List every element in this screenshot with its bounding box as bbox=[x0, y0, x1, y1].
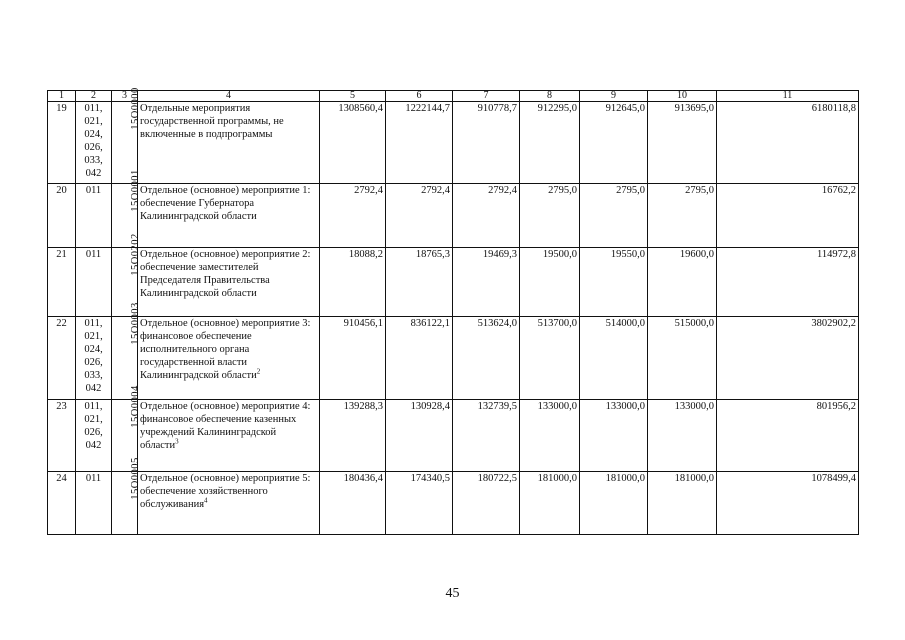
value-cell: 2792,4 bbox=[386, 184, 453, 248]
value-cell: 133000,0 bbox=[580, 400, 648, 472]
value-cell: 181000,0 bbox=[580, 472, 648, 535]
value-cell: 2792,4 bbox=[320, 184, 386, 248]
measure-name-text: Отдельное (основное) мероприятие 2: обеспечение заместителей Председателя Правительства Калининградской области bbox=[140, 249, 311, 299]
footnote-mark: 3 bbox=[175, 437, 179, 446]
program-code-text: 15О0202 bbox=[129, 233, 141, 276]
table-row bbox=[48, 184, 859, 248]
measure-name-text: Отдельное (основное) мероприятие 5: обеспечение хозяйственного обслуживания bbox=[140, 473, 311, 510]
footnote-mark: 2 bbox=[256, 367, 261, 376]
table-row bbox=[48, 317, 859, 400]
col-header: 8 bbox=[520, 91, 580, 102]
measure-name bbox=[138, 184, 320, 248]
table-row bbox=[48, 472, 859, 535]
col-header: 7 bbox=[453, 91, 520, 102]
total-cell: 114972,8 bbox=[717, 248, 859, 317]
col-header: 11 bbox=[717, 91, 859, 102]
value-cell: 515000,0 bbox=[648, 317, 717, 400]
measure-name bbox=[138, 317, 320, 400]
value-cell: 133000,0 bbox=[520, 400, 580, 472]
value-cell: 19600,0 bbox=[648, 248, 717, 317]
value-cell: 2795,0 bbox=[520, 184, 580, 248]
value-cell: 130928,4 bbox=[386, 400, 453, 472]
program-code-text: 15О0005 bbox=[129, 457, 141, 500]
total-cell: 3802902,2 bbox=[717, 317, 859, 400]
table-row bbox=[48, 102, 859, 184]
value-cell: 180436,4 bbox=[320, 472, 386, 535]
measure-name-text: Отдельное (основное) мероприятие 4: финансовое обеспечение казенных учреждений Калининградской области bbox=[140, 401, 311, 451]
kbk-codes: 011, 021, 024, 026, 033, 042 bbox=[76, 102, 112, 184]
row-number: 24 bbox=[48, 472, 76, 535]
value-cell: 2792,4 bbox=[453, 184, 520, 248]
col-header: 9 bbox=[580, 91, 648, 102]
value-cell: 836122,1 bbox=[386, 317, 453, 400]
value-cell: 912645,0 bbox=[580, 102, 648, 184]
kbk-codes: 011 bbox=[76, 248, 112, 317]
value-cell: 19500,0 bbox=[520, 248, 580, 317]
kbk-codes: 011 bbox=[76, 472, 112, 535]
col-header: 6 bbox=[386, 91, 453, 102]
col-header: 4 bbox=[138, 91, 320, 102]
value-cell: 514000,0 bbox=[580, 317, 648, 400]
col-header: 10 bbox=[648, 91, 717, 102]
value-cell: 139288,3 bbox=[320, 400, 386, 472]
value-cell: 913695,0 bbox=[648, 102, 717, 184]
value-cell: 912295,0 bbox=[520, 102, 580, 184]
row-number: 23 bbox=[48, 400, 76, 472]
row-number: 19 bbox=[48, 102, 76, 184]
program-code bbox=[112, 457, 141, 535]
value-cell: 132739,5 bbox=[453, 400, 520, 472]
measure-name-text: Отдельное (основное) мероприятие 1: обеспечение Губернатора Калининградской области bbox=[140, 185, 311, 222]
value-cell: 513700,0 bbox=[520, 317, 580, 400]
table-row bbox=[48, 400, 859, 472]
value-cell: 1308560,4 bbox=[320, 102, 386, 184]
value-cell: 181000,0 bbox=[520, 472, 580, 535]
kbk-codes: 011, 021, 024, 026, 033, 042 bbox=[76, 317, 112, 400]
footnote-mark: 4 bbox=[204, 496, 208, 505]
program-code-text: 15О0001 bbox=[129, 169, 141, 212]
total-cell: 16762,2 bbox=[717, 184, 859, 248]
value-cell: 1222144,7 bbox=[386, 102, 453, 184]
row-number: 20 bbox=[48, 184, 76, 248]
value-cell: 174340,5 bbox=[386, 472, 453, 535]
value-cell: 181000,0 bbox=[648, 472, 717, 535]
program-code-text: 15О0000 bbox=[129, 87, 141, 130]
program-code-text: 15О0003 bbox=[129, 302, 141, 345]
value-cell: 18088,2 bbox=[320, 248, 386, 317]
col-header: 1 bbox=[48, 91, 76, 102]
row-number: 21 bbox=[48, 248, 76, 317]
measure-name-text: Отдельные мероприятия государственной программы, не включенные в подпрограммы bbox=[140, 103, 284, 140]
col-header: 5 bbox=[320, 91, 386, 102]
col-header: 2 bbox=[76, 91, 112, 102]
page-number: 45 bbox=[445, 586, 460, 601]
value-cell: 2795,0 bbox=[580, 184, 648, 248]
value-cell: 513624,0 bbox=[453, 317, 520, 400]
row-number: 22 bbox=[48, 317, 76, 400]
header-row bbox=[48, 91, 859, 102]
kbk-codes: 011 bbox=[76, 184, 112, 248]
value-cell: 19469,3 bbox=[453, 248, 520, 317]
value-cell: 2795,0 bbox=[648, 184, 717, 248]
value-cell: 133000,0 bbox=[648, 400, 717, 472]
value-cell: 910456,1 bbox=[320, 317, 386, 400]
measure-name bbox=[138, 400, 320, 472]
col-header: 3 bbox=[112, 91, 138, 102]
kbk-codes: 011, 021, 026, 042 bbox=[76, 400, 112, 472]
total-cell: 801956,2 bbox=[717, 400, 859, 472]
total-cell: 1078499,4 bbox=[717, 472, 859, 535]
measure-name bbox=[138, 248, 320, 317]
value-cell: 910778,7 bbox=[453, 102, 520, 184]
measure-name-text: Отдельное (основное) мероприятие 3: финансовое обеспечение исполнительного органа государственной власти Калининградской области bbox=[140, 318, 311, 381]
value-cell: 180722,5 bbox=[453, 472, 520, 535]
budget-table bbox=[47, 87, 859, 535]
total-cell: 6180118,8 bbox=[717, 102, 859, 184]
program-code-text: 15О0004 bbox=[129, 385, 141, 428]
value-cell: 19550,0 bbox=[580, 248, 648, 317]
value-cell: 18765,3 bbox=[386, 248, 453, 317]
measure-name bbox=[138, 102, 320, 184]
measure-name bbox=[138, 472, 320, 535]
table-row bbox=[48, 248, 859, 317]
